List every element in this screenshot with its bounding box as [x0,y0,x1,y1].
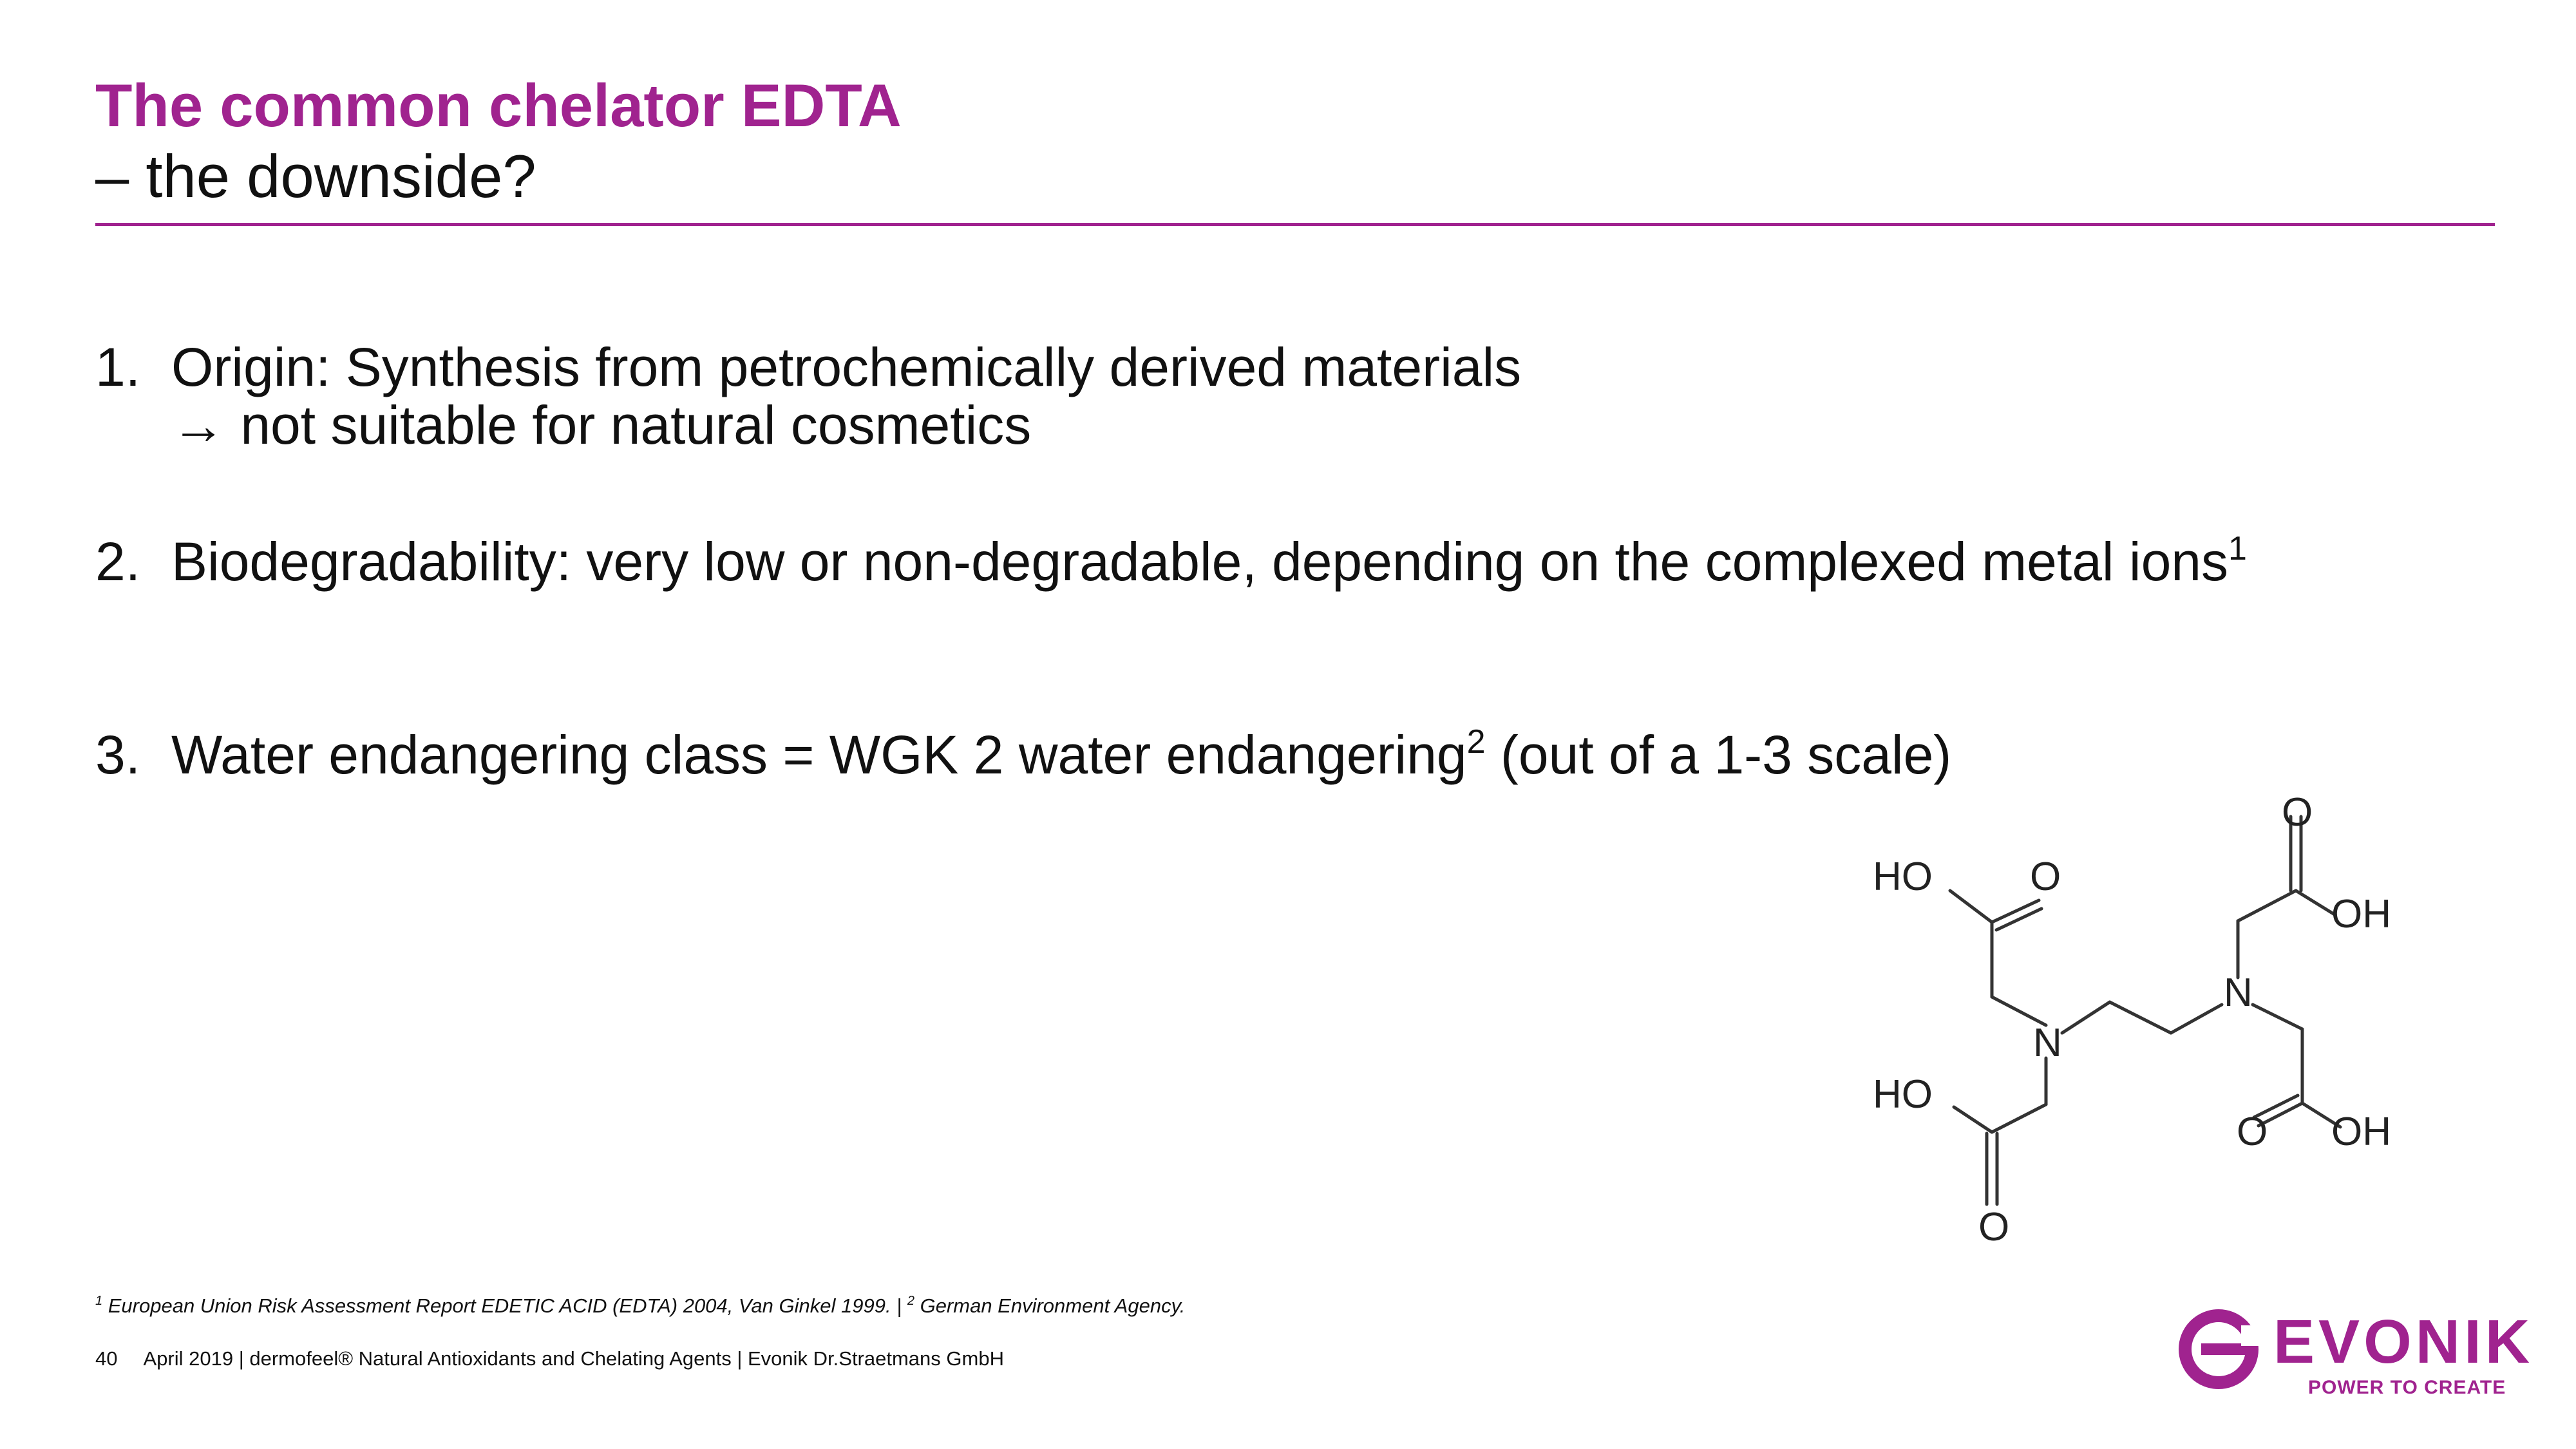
slide-subtitle: – the downside? [95,142,536,210]
molecule-label-o-top-left: O [2030,855,2061,899]
title-divider [95,223,2495,226]
footnote-ref-2: 2 [1466,723,1486,761]
list-item-1-subpoint-text: not suitable for natural cosmetics [240,395,1032,455]
logo-wordmark: EVONIK [2273,1307,2534,1376]
footnote-ref-1: 1 [2228,530,2247,567]
molecule-label-oh-top-right: OH [2331,892,2391,936]
molecule-label-n-right: N [2224,971,2253,1015]
molecule-label-o-bottom-left: O [1978,1205,2010,1243]
list-item-1-number: 1. [95,337,141,397]
list-item-2 [95,529,2247,594]
footer-text: April 2019 | dermofeel® Natural Antioxidants and Chelating Agents | Evonik Dr.Straetmans GmbH [143,1347,1004,1370]
footnote [95,1294,1185,1318]
logo-tagline: POWER TO CREATE [2308,1377,2506,1398]
page-number: 40 [95,1347,118,1370]
list-item-3-number: 3. [95,724,141,785]
list-item-2-text: Biodegradability: very low or non-degradable, depending on the complexed metal ions [171,531,2229,592]
molecule-label-o-bottom-right: O [2237,1110,2268,1154]
evonik-logo-mark-icon [2177,1307,2260,1391]
molecule-label-oh-bottom-right: OH [2331,1110,2391,1154]
list-item-3 [95,723,1951,788]
list-item-3-text-after: (out of a 1-3 scale) [1485,724,1952,785]
list-item-1 [95,335,1521,400]
molecule-label-o-top-right: O [2282,792,2313,835]
molecule-label-ho-bottom: HO [1873,1072,1933,1117]
molecule-label-ho-top: HO [1873,855,1933,899]
slide-footer [95,1347,1004,1370]
list-item-2-number: 2. [95,531,141,592]
evonik-logo [2177,1307,2534,1404]
slide-title: The common chelator EDTA [95,71,902,139]
list-item-1-text: Origin: Synthesis from petrochemically derived materials [171,337,1522,397]
list-item-3-text: Water endangering class = WGK 2 water endangering [171,724,1467,785]
edta-structure-diagram [1855,792,2434,1243]
list-item-1-subpoint [171,393,1031,458]
footnote-marker-2: 2 [907,1294,914,1308]
molecule-label-n-left: N [2033,1021,2062,1065]
footnote-marker-1: 1 [95,1294,103,1308]
footnote-text-1: European Union Risk Assessment Report EDETIC ACID (EDTA) 2004, Van Ginkel 1999. | [102,1294,907,1317]
arrow-right-icon: → [171,395,225,455]
footnote-text-2: German Environment Agency. [914,1294,1186,1317]
